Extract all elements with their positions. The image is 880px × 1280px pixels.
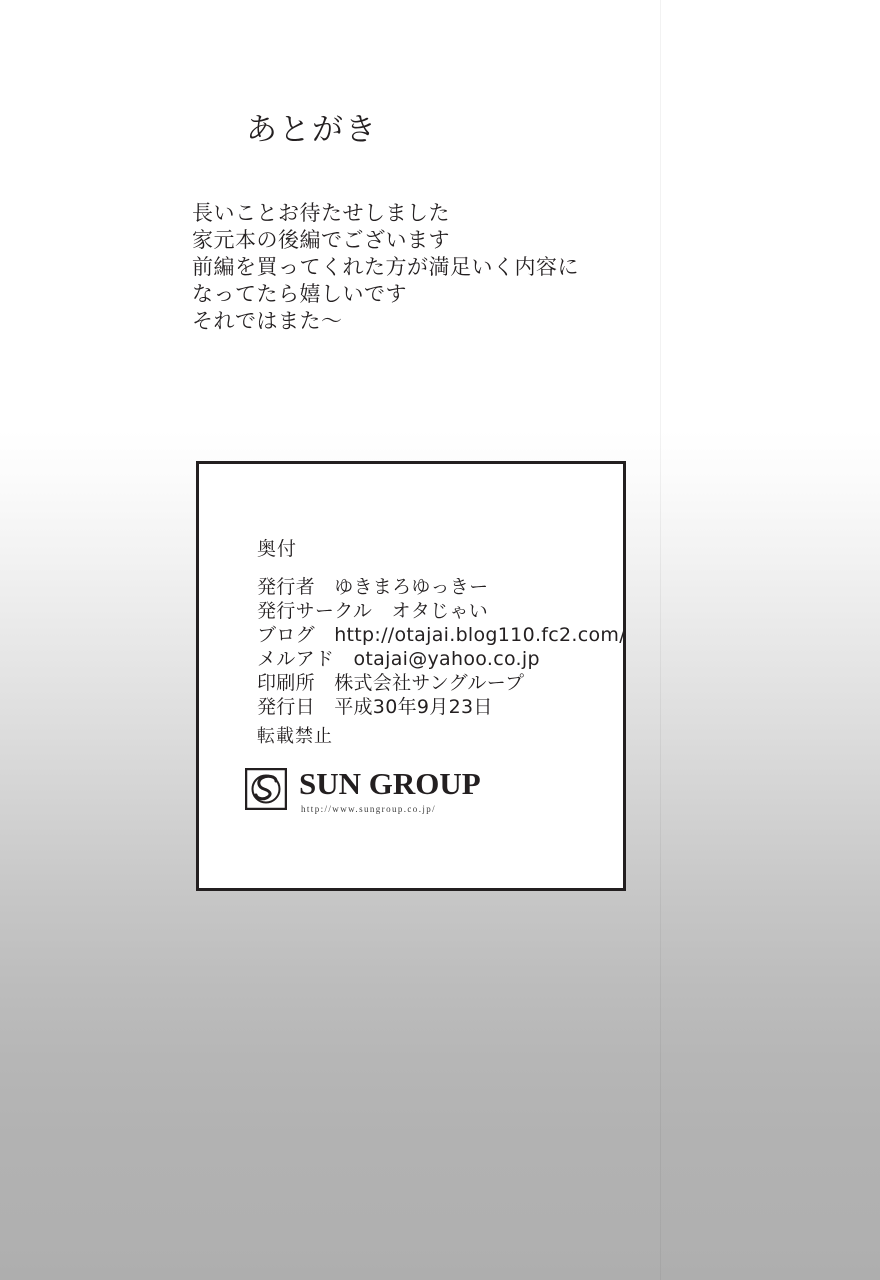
colophon-title: 奥付	[257, 538, 298, 560]
colophon-entry: メルアド otajai@yahoo.co.jp	[257, 648, 540, 670]
colophon-entry: 発行者 ゆきまろゆっきー	[257, 576, 489, 598]
afterword-title: あとがき	[246, 112, 378, 148]
colophon-entry: 発行日 平成30年9月23日	[257, 696, 493, 718]
reprint-prohibited-notice: 転載禁止	[257, 726, 333, 747]
colophon-entry: 印刷所 株式会社サングループ	[257, 672, 525, 694]
printer-logo	[245, 764, 545, 822]
colophon-entry: 発行サークル オタじゃい	[257, 600, 489, 622]
sun-group-logo-icon	[245, 768, 287, 810]
afterword-line: 長いことお待たせしました	[192, 201, 450, 225]
colophon-entries	[257, 575, 626, 719]
colophon-entry: ブログ http://otajai.blog110.fc2.com/	[257, 624, 626, 646]
page-seam	[660, 0, 661, 1280]
printer-url: http://www.sungroup.co.jp/	[301, 804, 437, 814]
afterword-line: 前編を買ってくれた方が満足いく内容に	[192, 255, 579, 279]
colophon-box	[196, 461, 626, 891]
afterword-body	[192, 200, 579, 335]
printer-name: SUN GROUP	[299, 766, 481, 801]
afterword-line: それではまた～	[192, 309, 343, 333]
afterword-line: なってたら嬉しいです	[192, 282, 407, 306]
afterword-line: 家元本の後編でございます	[192, 228, 450, 252]
